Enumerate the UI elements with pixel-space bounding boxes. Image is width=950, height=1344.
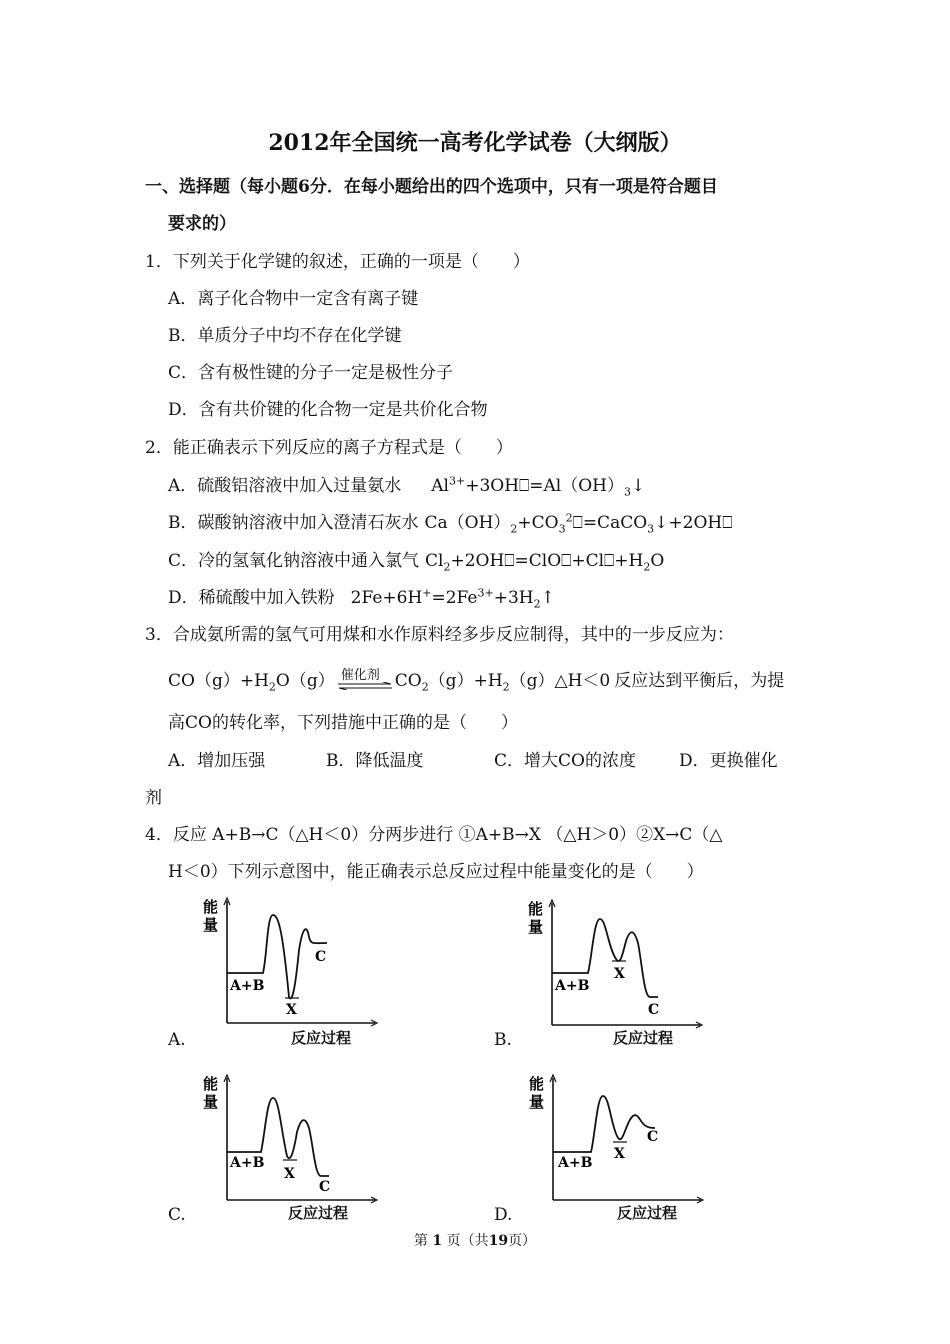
unknown-glyph: ⎕ (722, 513, 733, 533)
q3-option-d-continued: 剂 (145, 788, 162, 808)
energy-diagram-a (195, 895, 380, 1030)
page-title: 2012年全国统一高考化学试卷（大纲版） (268, 130, 682, 156)
label-product: C (648, 1002, 660, 1018)
q2-option-b-equation: $Ca(OH)_2+CO_3^2⎕=CaCO_3↓+2OH⎕$ (424, 511, 733, 536)
unknown-glyph: ⎕ (572, 513, 583, 533)
q4-stem-line2: H＜0）下列示意图中，能正确表示总反应过程中能量变化的是（ ） (168, 862, 704, 882)
q2-option-c (168, 546, 665, 574)
q1-option-d: D．含有共价键的化合物一定是共价化合物 (168, 400, 488, 420)
q3-option-d: D．更换催化 (679, 751, 778, 771)
q4-option-b: B. (494, 1030, 512, 1050)
section-heading-line1: 一、选择题（每小题6分．在每小题给出的四个选项中，只有一项是符合题目 (145, 177, 718, 197)
x-label-c: 反应过程 (288, 1204, 349, 1222)
q2-option-b (168, 508, 733, 536)
footer-pre: 第 (413, 1233, 428, 1249)
unknown-glyph: ⎕ (504, 551, 515, 571)
y-label-neng: 能 (528, 900, 544, 918)
label-intermediate: X (614, 1146, 625, 1162)
y-label-neng: 能 (203, 898, 219, 916)
label-intermediate: X (286, 1002, 297, 1018)
q4-option-c: C. (168, 1205, 186, 1225)
q3-condition: 反应达到平衡后，为提 (614, 671, 785, 691)
q1-option-c: C．含有极性键的分子一定是极性分子 (168, 363, 454, 383)
page-footer (0, 1230, 950, 1250)
q2-stem: 2．能正确表示下列反应的离子方程式是（ ） (145, 438, 513, 458)
q3-reactants: $CO(g)+H_2O(g)$ (168, 671, 335, 694)
y-label-liang: 量 (528, 918, 544, 936)
y-label-liang: 量 (203, 916, 219, 934)
footer-page-number: 1 (432, 1233, 443, 1249)
y-label-neng: 能 (529, 1075, 545, 1093)
unknown-glyph: ⎕ (519, 476, 530, 496)
energy-curve (553, 1096, 655, 1152)
q2-option-d-text: D．稀硫酸中加入铁粉 (168, 588, 335, 608)
label-product: C (319, 1179, 331, 1195)
label-intermediate: X (284, 1166, 295, 1182)
q4-stem-line1: 4．反应 A+B→C（△H＜0）分两步进行 ①A+B→X （△H＞0）②X→C（△ (145, 825, 723, 845)
section-heading-line2: 要求的） (168, 214, 236, 234)
q2-option-b-text: B．碳酸钠溶液中加入澄清石灰水 (168, 513, 419, 533)
label-reactants: A+B (555, 978, 590, 994)
label-reactants: A+B (230, 1155, 265, 1171)
y-label-liang: 量 (529, 1093, 545, 1111)
q3-products: $CO_2(g)+H_2(g)\triangle H<0$ (394, 671, 611, 694)
label-intermediate: X (614, 966, 625, 982)
x-label-a: 反应过程 (291, 1029, 352, 1047)
x-label-b: 反应过程 (613, 1029, 674, 1047)
footer-total-pages: 19 (488, 1233, 509, 1249)
q4-option-a: A. (168, 1030, 186, 1050)
energy-diagram-d (523, 1070, 708, 1205)
label-reactants: A+B (558, 1155, 593, 1171)
q3-option-c: C．增大CO的浓度 (494, 751, 636, 771)
energy-diagram-c (195, 1070, 380, 1205)
footer-post: 页） (508, 1233, 537, 1249)
q3-option-b: B．降低温度 (326, 751, 424, 771)
q2-option-a-equation: $Al^{3+}+3OH⎕=Al(OH)_3↓$ (431, 474, 646, 499)
q1-stem: 1．下列关于化学键的叙述，正确的一项是（ ） (145, 252, 530, 272)
y-label-liang: 量 (203, 1093, 219, 1111)
equilibrium-arrows-icon (337, 682, 393, 690)
q2-option-d-equation: $2Fe+6H^+=2Fe^{3+}+3H_2↑$ (350, 586, 555, 611)
q2-option-c-text: C．冷的氢氧化钠溶液中通入氯气 (168, 551, 420, 571)
label-product: C (315, 949, 327, 965)
catalyst-equilibrium-arrow (337, 667, 393, 692)
q3-stem: 3．合成氨所需的氢气可用煤和水作原料经多步反应制得，其中的一步反应为： (145, 625, 734, 645)
unknown-glyph: ⎕ (561, 551, 572, 571)
unknown-glyph: ⎕ (604, 551, 615, 571)
y-label-neng: 能 (203, 1075, 219, 1093)
catalyst-label: 催化剂 (340, 667, 380, 683)
q1-option-a: A．离子化合物中一定含有离子键 (168, 289, 419, 309)
q1-option-b: B．单质分子中均不存在化学键 (168, 326, 402, 346)
q4-option-d: D. (494, 1205, 513, 1225)
label-product: C (647, 1129, 659, 1145)
q2-option-d (168, 583, 555, 611)
energy-diagram-b (520, 897, 705, 1032)
x-label-d: 反应过程 (617, 1204, 678, 1222)
q2-option-a-text: A．硫酸铝溶液中加入过量氨水 (168, 476, 402, 496)
q2-option-c-equation: $Cl_2+2OH⎕=ClO⎕+Cl⎕+H_2O$ (425, 551, 665, 574)
q3-stem-line3: 高CO的转化率，下列措施中正确的是（ ） (168, 713, 518, 733)
label-reactants: A+B (230, 978, 265, 994)
q3-equation-line (168, 666, 784, 692)
footer-mid: 页（共 (446, 1233, 489, 1249)
q2-option-a (168, 471, 646, 499)
q3-option-a: A．增加压强 (168, 751, 266, 771)
